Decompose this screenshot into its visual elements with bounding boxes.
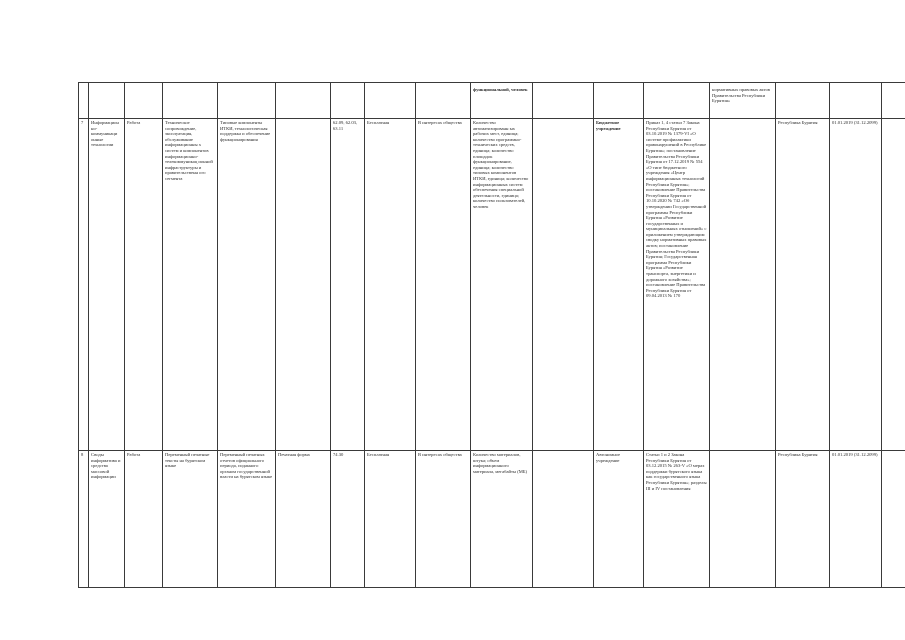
extra-column (710, 451, 776, 588)
volume-indicators: Количество автоматизированн ых рабочих мест, единица; количество программно-технических средств, единица; количество площадок функционирование, единица; количество типовых компонентов ИТКИ, единица; количество информационных систем обеспечения специальной деятельности, единица; количество пользователей, человек (471, 119, 533, 451)
payment-type: Бесплатная (365, 451, 416, 588)
registry-table (78, 82, 905, 588)
volume-indicators: Количество материалов, штука; объем информационного материала, мегабайты (МБ) (471, 451, 533, 588)
institution-type: Автономное учреждение (594, 451, 644, 588)
extra-column (710, 119, 776, 451)
payment-type: Бесплатная (365, 119, 416, 451)
consumer-category: В интересах общества (416, 451, 471, 588)
service-name: Техническое сопровождение, эксплуатация, обслуживание информационны х систем и компонентов информационно-телекоммуникац ионной инфраструктуры и правительственн ого сегмента (163, 119, 218, 451)
territory: Республика Бурятия (776, 451, 830, 588)
notes (882, 451, 905, 588)
table-row (79, 451, 905, 588)
service-content: Типовые компоненты ИТКИ, технологическая поддержка и обеспечение функционирования (218, 119, 276, 451)
institution-type: Бюджетное учреждение (594, 119, 644, 451)
service-form (276, 119, 331, 451)
continuation-indicator-text: функциональной, человек (473, 87, 528, 92)
service-form: Печатная форма (276, 451, 331, 588)
okved-codes: 74.30 (331, 451, 365, 588)
validity-period: 01.01.2019 (31.12.2099) (830, 451, 882, 588)
validity-period: 01.01.2019 (31.12.2099) (830, 119, 882, 451)
consumer-category: В интересах общества (416, 119, 471, 451)
service-content: Переменный печатных отчетов официального периода, поданного органом государственной власти на бурятском языке (218, 451, 276, 588)
okved-codes: 62.09, 62.03, 63.11 (331, 119, 365, 451)
quality-indicators (533, 119, 594, 451)
table-row (79, 119, 905, 451)
notes (882, 119, 905, 451)
continuation-legal-text: нормативных правовых актов Правительства Республики Бурятия» (712, 87, 770, 104)
service-name: Переменный печатные тексты на бурятском языке (163, 451, 218, 588)
activity-name: Информацион но-коммуникаци онные технологии (89, 119, 125, 451)
service-kind: Работа (125, 119, 163, 451)
table-row-continuation (79, 83, 905, 119)
row-number: 8 (79, 451, 89, 588)
activity-name: Своды информатива и средства массовой информации (89, 451, 125, 588)
legal-basis: Приказ 1, 4 статьи 7 Закона Республики Бурятия от 03.10.2019 № 1379-VI «О системе профилактики правонарушений в Республике Бурятия»; постановление Правительства Республики Бурятия от 17.12.2019 № 554 «О типе бюджетного учреждения «Центр информационных технологий Республики Бурятия»; постановление Правительства Республики Бурятия от 10.10.2020 № 742 «Об утверждении Государственной программы Республики Бурятия «Развитие государственных и муниципальных отношений» с приложением утверждающим сводку нормативных правовых актов; постановление Правительства Республики Бурятия; Государственная программа Республики Бурятия «Развитие транспорта, энергетики и дорожного хозяйства»; постановление Правительства Республики Бурятия от 09.04.2013 № 170 (644, 119, 710, 451)
service-kind: Работа (125, 451, 163, 588)
territory: Республика Бурятия (776, 119, 830, 451)
quality-indicators (533, 451, 594, 588)
legal-basis: Статьи 1 и 2 Закона Республики Бурятия от 03.12.2015 № 263-V «О мерах поддержки бурятского языка как государственного языка Республики Бурятия»; разделы III и IV постановления (644, 451, 710, 588)
row-number: 7 (79, 119, 89, 451)
